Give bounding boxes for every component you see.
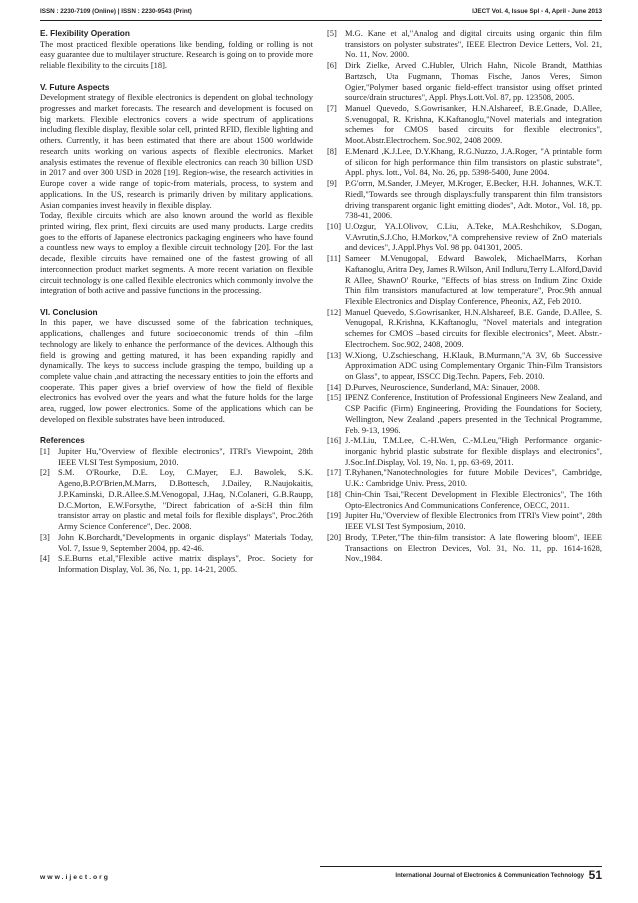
reference-text: Jupiter Hu,"Overview of flexible electronics", ITRI's Viewpoint, 28th IEEE VLSI Test Symposium, 2010. [58, 446, 313, 467]
reference-number: [18] [327, 488, 342, 499]
reference-text: U.Ozgur, YA.I.Olivov, C.Liu, A.Teke, M.A.Reshchikov, S.Dogan, V.Avrutin,S.J.Cho, H.Morkov,"A comprehensive review of ZnO materials and devices", J.Appl.Phys Vol. 98 pp. 041301, 2005. [345, 220, 602, 253]
issn-text: ISSN : 2230-7109 (Online) | ISSN : 2230-9543 (Print) [40, 8, 192, 15]
reference-item [40, 532, 313, 553]
reference-number: [13] [327, 349, 342, 360]
reference-number: [6] [327, 60, 337, 71]
reference-item [327, 382, 602, 393]
reference-item [327, 60, 602, 103]
footer-rule [320, 866, 602, 867]
reference-number: [16] [327, 435, 342, 446]
reference-number: [8] [327, 145, 337, 156]
journal-issue-text: IJECT Vol. 4, Issue Spl - 4, April - June 2013 [472, 8, 602, 15]
reference-item [327, 28, 602, 60]
reference-item [327, 307, 602, 350]
reference-text: S.M. O'Rourke, D.E. Loy, C.Mayer, E.J. Bawolek, S.K. Ageno,B.P.O'Brien,M.Marrs, D.Bottesch, J.Dailey, R.Naujokaitis, J.P.Kaminski, D.R.Allee.S.M.Venogopal, J.Haq, N.Colaneri, G.B.Raupp, D.C.Morton, E.W.Forsythe, "Direct fabrication of a-Si:H thin film transistor array on plastic and metal foils for flexible displays", Proc.26th Army Science Conference", Dec. 2008. [58, 467, 313, 532]
section-heading-future: V. Future Aspects [40, 81, 110, 92]
paragraph-conclusion: In this paper, we have discussed some of the fabrication techniques, applications, challenges and future socioeconomic trends of thin –film technology are likely to enhance the performance of the devices. Although this field is growing and getting matured, it has been expanding rapidly and dynamically. The keys to success include grasping the tempo, building up a complete value chain ,and attracting the necessary entities to join the efforts and cooperate. This paper gives a brief overview of how the field of flexible electronics has evolved over the years and what the future holds for the large area, rugged, low power electronics. Some of the applications which can be developed on flexible substrates have been introduced. [40, 317, 313, 424]
reference-text: Chin-Chin Tsai,"Recent Development in Flexible Electronics", The 16th Opto-Electronics And Communications Conference, OECC, 2011. [345, 488, 602, 510]
reference-number: [12] [327, 306, 342, 317]
section-spacer [40, 296, 313, 307]
reference-item [327, 532, 602, 564]
reference-text: J.-M.Liu, T.M.Lee, C.-H.Wen, C.-M.Leu,"High Performance organic-inorganic hybrid plastic substrate for flexible displays and electronics", J.Soc.Inf.Display, Vol. 19, No. 1, pp. 63-69, 2011. [345, 435, 602, 467]
page-footer [40, 868, 602, 888]
running-header [40, 6, 602, 20]
paragraph-future-1: Development strategy of flexible electronics is dependent on global technology progresses and market forecasts. The research and development is focused on big markets. Flexible electronics covers a wide spectrum of applications including flexible display, flexible solar cell, printed RFID, flexible lighting and others. Currently, it has been estimated that there are about 1500 worldwide research units working on various aspects of flexible electronics. Market analysis estimates the revenue of flexible electronics can reach 30 billion USD in 2017 and over 300 USD in 2028 [19]. Region-wise, the research activities in Europe cover a wide range of topic-from materials, process, to system and applications. In the US, research is primarily driven by military applications. Asian companies invest heavily in flexible display. [40, 92, 313, 210]
right-column-references [327, 28, 602, 564]
reference-text: S.E.Burns et.al,"Flexible active matrix displays", Proc. Society for Information Display, Vol. 36, No. 1, pp. 14-21, 2005. [58, 553, 313, 574]
reference-number: [14] [327, 381, 342, 392]
reference-text: E.Menard ,K.J.Lee, D.Y.Khang, R.G.Nuzzo, J.A.Roger, "A printable form of silicon for high performance thin film transistors on plastic substrate", Appl. phys. lott., Vol. 84, No. 26, pp. 5398-5400, June 2004. [345, 145, 602, 178]
reference-item [327, 253, 602, 307]
reference-text: Jupiter Hu,"Overview of flexible Electronics from ITRI's View point", 28th IEEE VLSI Test Symposium, 2010. [345, 510, 602, 532]
reference-number: [5] [327, 28, 337, 38]
reference-number: [3] [40, 531, 50, 542]
reference-text: Manuel Quevedo, S.Gowrisanker, H.N.Alshareef, B.E.Gnade, D.Allee, S.venugopal, R. Krishna, K.Kaftanoglu,"Novel materials and integration schemes for CMOS based circuits for flexible electronics", Moot.Abstr.Electrochem. Soc.902, 2408 2009. [345, 103, 602, 146]
reference-number: [7] [327, 103, 337, 114]
section-heading-flexibility: E. Flexibility Operation [40, 28, 130, 38]
reference-item [40, 446, 313, 467]
reference-item [327, 467, 602, 488]
references-heading: References [40, 435, 85, 446]
reference-text: P.G'orrn, M.Sander, J.Meyer, M.Kroger, E.Becker, H.H. Johannes, W.K.T. Riedl,"Towards see through displays:fully transparent thin film transistors driving transparent organic light emitting diodes", Adt. Motor., Vol. 18, pp. 738-41, 2006. [345, 178, 602, 221]
reference-number: [17] [327, 467, 342, 478]
reference-item [327, 146, 602, 178]
reference-item [327, 435, 602, 467]
reference-text: M.G. Kane et al,"Analog and digital circuits using organic thin film transistors on polyster substrates", IEEE Electron Device Letters, Vol. 21, No. 11, Nov. 2000. [345, 28, 602, 60]
journal-title: International Journal of Electronics & Communication Technology [395, 873, 584, 879]
reference-number: [19] [327, 510, 342, 521]
left-column [40, 28, 313, 575]
reference-text: D.Purves, Neuroscience, Sunderland, MA: Sinauer, 2008. [345, 381, 540, 392]
reference-item [327, 489, 602, 510]
reference-number: [11] [327, 253, 341, 264]
reference-text: John K.Borchardt,"Developments in organic displays" Materials Today, Vol. 7, Issue 9, September 2004, pp. 42-46. [58, 531, 313, 553]
reference-text: Dirk Zielke, Arved C.Hubler, Ulrich Hahn, Nicole Brandt, Matthias Bartzsch, Uta Fugmann, Thomas Fische, Janos Veres, Simon Ogier,"Polymer based organic field-effect transistor using offset printed source/drain structures", Appl. Phys.Lott.Vol. 87, pp. 123508, 2005. [345, 60, 602, 103]
reference-text: IPENZ Conference, Institution of Professional Engineers New Zealand, and CSP Pacific (Firm) Engineering, Providing the Foundations for Society, Wellington, New Zealand ,papers presented in the Technical Programme, Feb. 9-13, 1996. [345, 392, 602, 435]
section-spacer [40, 425, 313, 436]
reference-item [327, 510, 602, 531]
reference-item [40, 467, 313, 531]
reference-text: T.Ryhanen,"Nanotechnologies for future Mobile Devices", Cambridge, U.K.: Cambridge Univ. Press, 2010. [345, 467, 602, 489]
reference-item [327, 103, 602, 146]
reference-number: [4] [40, 553, 50, 564]
page-number: 51 [588, 868, 602, 882]
reference-item [327, 350, 602, 382]
reference-number: [1] [40, 446, 50, 457]
reference-number: [2] [40, 467, 50, 478]
reference-text: Manuel Quevedo, S.Gowrisanker, H.N.Alshareef, B.E. Gande, D.Allee, S. Venugopal, R.Krishna, K.Kaftanoglu, "Novel materials and integration schemes for CMOS –based circuits for flexible electronics", Meet. Abstr.-Electrochem. Soc.902, 2408, 2009. [345, 306, 602, 349]
paragraph-future-2: Today, flexible circuits which are also known around the world as flexible printed wiring, flex print, flexi circuits are used many products. Large credits goes to the efforts of Japanese electronics packaging engineers who have found a countless new ways to employ a flexible circuit technology [20]. For the last decade, flexible circuits have remained one of the fastest growing of all interconnection product market segments. A more recent variation on flexible circuit technology is one called flexible electronics which commonly involve the integration of both active and passive functions in the processing. [40, 210, 313, 296]
reference-list-left [40, 446, 313, 575]
reference-item [327, 178, 602, 221]
reference-number: [20] [327, 531, 342, 542]
reference-text: W.Xiong, U.Zschieschang, H.Klauk, B.Murmann,"A 3V, 6b Successive Approximation ADC using Complementary Organic Thin-Film Transistors on Glass", to appear, ISSCC Dig.Techn. Papers, Feb. 2010. [345, 349, 602, 381]
reference-text: Sameer M.Venugopal, Edward Bawolek, MichaelMarrs, Korhan Kaftanoglu, Aritra Dey, James R.Wilson, Anil Indluru,Terry L.Alford,David R Allee, ShawnO' Rourke, "Effects of bias stress on Indium Zinc Oxide Thin film transistors manufactured at low temperature", Proc.9th annual Flexible Electronics and Display Conference, Pheonix, AZ, Feb 2010. [345, 253, 602, 306]
reference-number: [9] [327, 178, 337, 189]
section-spacer [40, 71, 313, 82]
header-rule [40, 20, 602, 21]
reference-text: Brody, T.Peter,"The thin-film transistor: A late flowering bloom", IEEE Transactions on Electron Devices, Vol. 31, No. 11, pp. 1614-1628, Nov.,1984. [345, 531, 602, 564]
reference-item [327, 221, 602, 253]
reference-number: [15] [327, 392, 342, 403]
reference-number: [10] [327, 220, 342, 231]
reference-item [327, 392, 602, 435]
website-link[interactable]: www.iject.org [40, 874, 110, 881]
section-heading-conclusion: VI. Conclusion [40, 306, 98, 317]
paragraph-flexibility: The most practiced flexible operations like bending, folding or rolling is not easy guarantee due to multilayer structure. Research is going on to provide more reliable flexibility to the circuits [18]. [40, 38, 313, 71]
reference-item [40, 553, 313, 574]
